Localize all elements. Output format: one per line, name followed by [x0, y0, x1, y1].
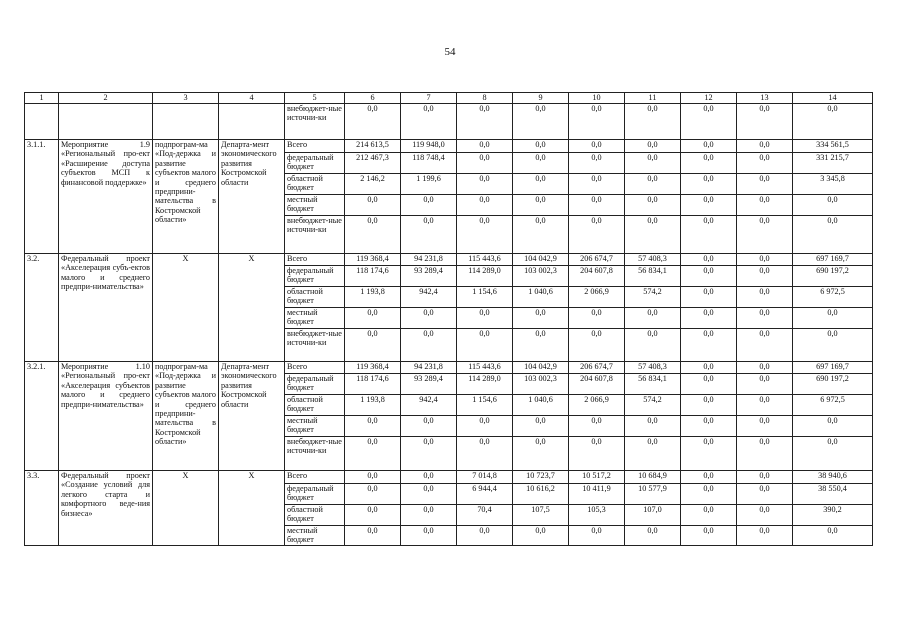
amount-cell: 574,2: [625, 395, 681, 416]
amount-cell: 115 443,6: [457, 254, 513, 266]
amount-cell: 0,0: [793, 416, 873, 437]
amount-cell: 0,0: [457, 416, 513, 437]
amount-cell: 0,0: [793, 216, 873, 254]
table-body: [25, 93, 873, 546]
amount-cell: 6 972,5: [793, 287, 873, 308]
amount-cell: 7 014,8: [457, 471, 513, 484]
amount-cell: 1 154,6: [457, 395, 513, 416]
amount-cell: 1 199,6: [401, 174, 457, 195]
column-number: 2: [59, 93, 153, 104]
table-row: [25, 471, 873, 484]
amount-cell: 38 550,4: [793, 484, 873, 505]
column-number: 5: [285, 93, 345, 104]
amount-cell: 0,0: [793, 526, 873, 546]
amount-cell: 0,0: [457, 104, 513, 140]
amount-cell: 0,0: [793, 308, 873, 329]
amount-cell: 0,0: [737, 195, 793, 216]
amount-cell: 0,0: [401, 216, 457, 254]
amount-cell: 0,0: [401, 526, 457, 546]
subprogram: подпрограм-ма «Под-держка и развитие субъектов малого и среднего предприни-мательства в Костромской области»: [153, 362, 219, 471]
amount-cell: 574,2: [625, 287, 681, 308]
amount-cell: 214 613,5: [345, 140, 401, 153]
amount-cell: 2 066,9: [569, 287, 625, 308]
num-cell: [25, 104, 59, 140]
amount-cell: 1 040,6: [513, 287, 569, 308]
amount-cell: 115 443,6: [457, 362, 513, 374]
column-number: 3: [153, 93, 219, 104]
amount-cell: 10 616,2: [513, 484, 569, 505]
amount-cell: 103 002,3: [513, 374, 569, 395]
column-number: 8: [457, 93, 513, 104]
amount-cell: 0,0: [513, 526, 569, 546]
amount-cell: 0,0: [345, 104, 401, 140]
funding-source: Всего: [285, 471, 345, 484]
amount-cell: 0,0: [513, 437, 569, 471]
amount-cell: 0,0: [625, 195, 681, 216]
funding-source: Всего: [285, 254, 345, 266]
amount-cell: 0,0: [681, 153, 737, 174]
amount-cell: 56 834,1: [625, 266, 681, 287]
funding-source: федеральный бюджет: [285, 374, 345, 395]
funding-source: областной бюджет: [285, 287, 345, 308]
amount-cell: 10 517,2: [569, 471, 625, 484]
item-name: Федеральный проект «Создание условий для легкого старта и комфортного веде-ния бизнеса»: [59, 471, 153, 546]
amount-cell: 0,0: [625, 308, 681, 329]
amount-cell: 93 289,4: [401, 266, 457, 287]
amount-cell: 0,0: [345, 416, 401, 437]
amount-cell: 0,0: [401, 329, 457, 362]
amount-cell: 0,0: [793, 195, 873, 216]
funding-source: местный бюджет: [285, 195, 345, 216]
amount-cell: 0,0: [569, 140, 625, 153]
amount-cell: 0,0: [457, 329, 513, 362]
amount-cell: 0,0: [513, 174, 569, 195]
amount-cell: 3 345,8: [793, 174, 873, 195]
amount-cell: 0,0: [345, 505, 401, 526]
amount-cell: 103 002,3: [513, 266, 569, 287]
amount-cell: 0,0: [681, 287, 737, 308]
funding-source: Всего: [285, 140, 345, 153]
amount-cell: 0,0: [681, 484, 737, 505]
amount-cell: 0,0: [345, 329, 401, 362]
amount-cell: 0,0: [737, 416, 793, 437]
amount-cell: 0,0: [737, 174, 793, 195]
amount-cell: 0,0: [737, 254, 793, 266]
amount-cell: 0,0: [401, 195, 457, 216]
funding-source: областной бюджет: [285, 395, 345, 416]
item-name: Федеральный проект «Акселерация субъ-ектов малого и среднего предпри-нимательства»: [59, 254, 153, 362]
amount-cell: 697 169,7: [793, 362, 873, 374]
amount-cell: 204 607,8: [569, 266, 625, 287]
amount-cell: 0,0: [457, 153, 513, 174]
table-row: [25, 362, 873, 374]
amount-cell: 119 368,4: [345, 254, 401, 266]
executor: X: [219, 471, 285, 546]
amount-cell: 0,0: [681, 395, 737, 416]
amount-cell: 1 193,8: [345, 287, 401, 308]
amount-cell: 0,0: [681, 329, 737, 362]
funding-source: внебюджет-ные источни-ки: [285, 216, 345, 254]
amount-cell: 0,0: [737, 153, 793, 174]
amount-cell: 942,4: [401, 395, 457, 416]
amount-cell: 119 368,4: [345, 362, 401, 374]
item-number: 3.2.1.: [25, 362, 59, 471]
amount-cell: 0,0: [457, 437, 513, 471]
amount-cell: 57 408,3: [625, 362, 681, 374]
amount-cell: 697 169,7: [793, 254, 873, 266]
amount-cell: 6 944,4: [457, 484, 513, 505]
item-number: 3.1.1.: [25, 140, 59, 254]
amount-cell: 0,0: [345, 216, 401, 254]
executor-cell: [219, 104, 285, 140]
amount-cell: 93 289,4: [401, 374, 457, 395]
column-number: 13: [737, 93, 793, 104]
amount-cell: 0,0: [401, 471, 457, 484]
amount-cell: 0,0: [681, 216, 737, 254]
amount-cell: 0,0: [569, 526, 625, 546]
column-number: 9: [513, 93, 569, 104]
amount-cell: 10 577,9: [625, 484, 681, 505]
amount-cell: 0,0: [345, 526, 401, 546]
amount-cell: 57 408,3: [625, 254, 681, 266]
amount-cell: 0,0: [793, 329, 873, 362]
amount-cell: 334 561,5: [793, 140, 873, 153]
amount-cell: 0,0: [345, 437, 401, 471]
amount-cell: 0,0: [457, 308, 513, 329]
funding-source: федеральный бюджет: [285, 266, 345, 287]
amount-cell: 390,2: [793, 505, 873, 526]
amount-cell: 0,0: [737, 395, 793, 416]
item-number: 3.2.: [25, 254, 59, 362]
column-number: 12: [681, 93, 737, 104]
amount-cell: 0,0: [737, 526, 793, 546]
amount-cell: 0,0: [681, 374, 737, 395]
column-number: 11: [625, 93, 681, 104]
amount-cell: 0,0: [737, 287, 793, 308]
amount-cell: 0,0: [793, 104, 873, 140]
source-cell: внебюджет-ные источни-ки: [285, 104, 345, 140]
amount-cell: 94 231,8: [401, 362, 457, 374]
amount-cell: 0,0: [681, 526, 737, 546]
funding-source: местный бюджет: [285, 308, 345, 329]
amount-cell: 0,0: [625, 329, 681, 362]
amount-cell: 0,0: [625, 174, 681, 195]
amount-cell: 94 231,8: [401, 254, 457, 266]
amount-cell: 2 066,9: [569, 395, 625, 416]
amount-cell: 0,0: [625, 153, 681, 174]
amount-cell: 690 197,2: [793, 374, 873, 395]
column-number: 6: [345, 93, 401, 104]
amount-cell: 0,0: [569, 153, 625, 174]
amount-cell: 0,0: [681, 140, 737, 153]
amount-cell: 1 040,6: [513, 395, 569, 416]
page-number: 54: [444, 46, 456, 58]
column-number-row: [25, 93, 873, 104]
amount-cell: 0,0: [569, 216, 625, 254]
amount-cell: 70,4: [457, 505, 513, 526]
amount-cell: 0,0: [737, 471, 793, 484]
amount-cell: 0,0: [513, 308, 569, 329]
amount-cell: 0,0: [513, 140, 569, 153]
amount-cell: 107,0: [625, 505, 681, 526]
amount-cell: 114 289,0: [457, 374, 513, 395]
item-name: Мероприятие 1.10 «Региональный про-ект «Акселерация субъектов малого и среднего предпри-нимательства»: [59, 362, 153, 471]
continuation-row: [25, 104, 873, 140]
amount-cell: 0,0: [737, 505, 793, 526]
amount-cell: 0,0: [457, 216, 513, 254]
amount-cell: 0,0: [793, 437, 873, 471]
item-number: 3.3.: [25, 471, 59, 546]
amount-cell: 0,0: [625, 437, 681, 471]
subprogram: X: [153, 471, 219, 546]
budget-table: [24, 92, 873, 546]
amount-cell: 0,0: [401, 505, 457, 526]
amount-cell: 1 154,6: [457, 287, 513, 308]
amount-cell: 0,0: [513, 416, 569, 437]
column-number: 10: [569, 93, 625, 104]
amount-cell: 0,0: [345, 308, 401, 329]
amount-cell: 0,0: [737, 374, 793, 395]
amount-cell: 0,0: [457, 174, 513, 195]
funding-source: областной бюджет: [285, 505, 345, 526]
amount-cell: 0,0: [513, 195, 569, 216]
amount-cell: 10 411,9: [569, 484, 625, 505]
amount-cell: 0,0: [401, 308, 457, 329]
amount-cell: 0,0: [681, 174, 737, 195]
amount-cell: 107,5: [513, 505, 569, 526]
amount-cell: 0,0: [345, 471, 401, 484]
amount-cell: 0,0: [737, 437, 793, 471]
amount-cell: 204 607,8: [569, 374, 625, 395]
column-number: 14: [793, 93, 873, 104]
executor: Департа-мент экономического развития Костромской области: [219, 140, 285, 254]
amount-cell: 0,0: [625, 104, 681, 140]
amount-cell: 114 289,0: [457, 266, 513, 287]
amount-cell: 0,0: [737, 484, 793, 505]
column-number: 7: [401, 93, 457, 104]
amount-cell: 0,0: [457, 140, 513, 153]
name-cell: [59, 104, 153, 140]
amount-cell: 0,0: [569, 174, 625, 195]
amount-cell: 206 674,7: [569, 362, 625, 374]
amount-cell: 0,0: [345, 195, 401, 216]
amount-cell: 0,0: [569, 416, 625, 437]
amount-cell: 104 042,9: [513, 362, 569, 374]
amount-cell: 0,0: [457, 195, 513, 216]
amount-cell: 0,0: [681, 505, 737, 526]
column-number: 4: [219, 93, 285, 104]
amount-cell: 38 940,6: [793, 471, 873, 484]
executor: X: [219, 254, 285, 362]
amount-cell: 0,0: [681, 416, 737, 437]
amount-cell: 0,0: [569, 329, 625, 362]
funding-source: местный бюджет: [285, 526, 345, 546]
amount-cell: 0,0: [681, 471, 737, 484]
amount-cell: 0,0: [681, 437, 737, 471]
amount-cell: 10 684,9: [625, 471, 681, 484]
amount-cell: 0,0: [569, 437, 625, 471]
amount-cell: 0,0: [737, 216, 793, 254]
amount-cell: 0,0: [737, 329, 793, 362]
amount-cell: 0,0: [401, 484, 457, 505]
amount-cell: 0,0: [401, 104, 457, 140]
amount-cell: 0,0: [401, 437, 457, 471]
amount-cell: 0,0: [625, 416, 681, 437]
subprogram: подпрограм-ма «Под-держка и развитие субъектов малого и среднего предприни-мательства в Костромской области»: [153, 140, 219, 254]
amount-cell: 0,0: [569, 308, 625, 329]
funding-source: федеральный бюджет: [285, 484, 345, 505]
amount-cell: 0,0: [513, 153, 569, 174]
amount-cell: 10 723,7: [513, 471, 569, 484]
amount-cell: 0,0: [513, 104, 569, 140]
amount-cell: 0,0: [401, 416, 457, 437]
amount-cell: 0,0: [569, 195, 625, 216]
amount-cell: 0,0: [625, 216, 681, 254]
amount-cell: 0,0: [513, 216, 569, 254]
amount-cell: 206 674,7: [569, 254, 625, 266]
funding-source: областной бюджет: [285, 174, 345, 195]
amount-cell: 119 948,0: [401, 140, 457, 153]
amount-cell: 0,0: [569, 104, 625, 140]
amount-cell: 56 834,1: [625, 374, 681, 395]
amount-cell: 690 197,2: [793, 266, 873, 287]
amount-cell: 0,0: [681, 195, 737, 216]
column-number: 1: [25, 93, 59, 104]
amount-cell: 118 748,4: [401, 153, 457, 174]
amount-cell: 0,0: [737, 104, 793, 140]
amount-cell: 118 174,6: [345, 266, 401, 287]
amount-cell: 0,0: [625, 526, 681, 546]
amount-cell: 1 193,8: [345, 395, 401, 416]
funding-source: Всего: [285, 362, 345, 374]
funding-source: местный бюджет: [285, 416, 345, 437]
amount-cell: 0,0: [345, 484, 401, 505]
amount-cell: 0,0: [681, 254, 737, 266]
amount-cell: 0,0: [681, 104, 737, 140]
amount-cell: 105,3: [569, 505, 625, 526]
amount-cell: 0,0: [681, 266, 737, 287]
funding-source: федеральный бюджет: [285, 153, 345, 174]
amount-cell: 942,4: [401, 287, 457, 308]
amount-cell: 0,0: [737, 362, 793, 374]
amount-cell: 0,0: [681, 362, 737, 374]
table-row: [25, 140, 873, 153]
amount-cell: 0,0: [681, 308, 737, 329]
executor: Департа-мент экономического развития Костромской области: [219, 362, 285, 471]
amount-cell: 118 174,6: [345, 374, 401, 395]
amount-cell: 6 972,5: [793, 395, 873, 416]
amount-cell: 0,0: [737, 308, 793, 329]
amount-cell: 104 042,9: [513, 254, 569, 266]
table-row: [25, 254, 873, 266]
subprogram: X: [153, 254, 219, 362]
amount-cell: 0,0: [457, 526, 513, 546]
amount-cell: 0,0: [737, 140, 793, 153]
funding-source: внебюджет-ные источни-ки: [285, 329, 345, 362]
amount-cell: 212 467,3: [345, 153, 401, 174]
funding-source: внебюджет-ные источни-ки: [285, 437, 345, 471]
amount-cell: 331 215,7: [793, 153, 873, 174]
amount-cell: 2 146,2: [345, 174, 401, 195]
amount-cell: 0,0: [737, 266, 793, 287]
amount-cell: 0,0: [513, 329, 569, 362]
item-name: Мероприятие 1.9 «Региональный про-ект «Расширение доступа субъектов МСП к финансовой поддержке»: [59, 140, 153, 254]
amount-cell: 0,0: [625, 140, 681, 153]
subprogram-cell: [153, 104, 219, 140]
